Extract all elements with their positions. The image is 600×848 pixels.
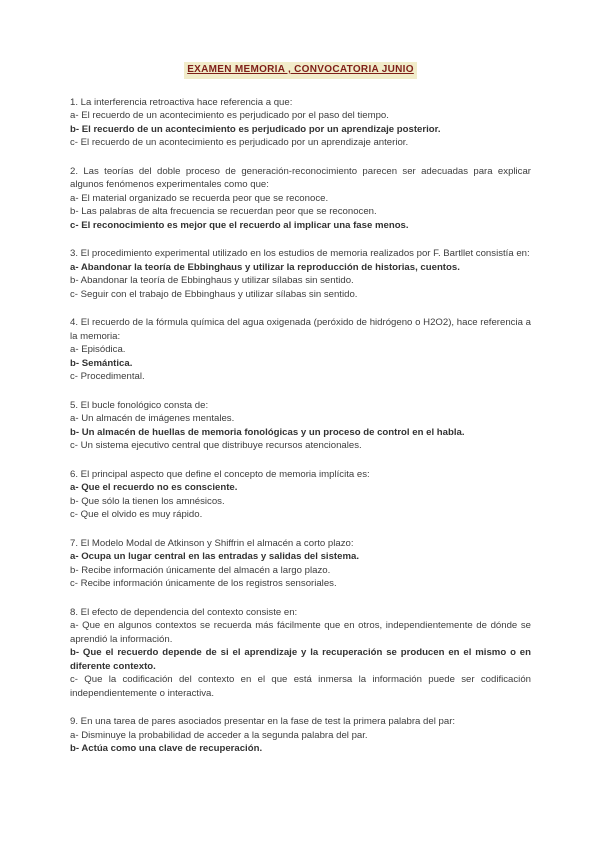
- question-block: [70, 468, 531, 522]
- title-container: [70, 62, 531, 79]
- question-block: [70, 399, 531, 453]
- answer-option-correct: b- Un almacén de huellas de memoria fonológicas y un proceso de control en el habla.: [70, 426, 465, 438]
- question-block: [70, 316, 531, 384]
- answer-option-correct: b- El recuerdo de un acontecimiento es perjudicado por un aprendizaje posterior.: [70, 123, 441, 135]
- answer-option: a- Disminuye la probabilidad de acceder a la segunda palabra del par.: [70, 729, 368, 741]
- answer-option-correct: b- Actúa como una clave de recuperación.: [70, 743, 263, 754]
- document-title: EXAMEN MEMORIA , CONVOCATORIA JUNIO: [184, 62, 417, 79]
- question-text: 3. El procedimiento experimental utilizado en los estudios de memoria realizados por F. Bartllet consistía en:: [70, 248, 530, 259]
- question-text: 9. En una tarea de pares asociados presentar en la fase de test la primera palabra del par:: [70, 716, 456, 727]
- question-block: [70, 96, 531, 150]
- answer-option: b- Que sólo la tienen los amnésicos.: [70, 495, 225, 507]
- answer-option: c- Que la codificación del contexto en el que está inmersa la información puede ser codificación independientemente o interactiva.: [70, 674, 531, 699]
- answer-option-correct: c- El reconocimiento es mejor que el recuerdo al implicar una fase menos.: [70, 219, 409, 231]
- question-block: [70, 165, 531, 233]
- answer-option: b- Abandonar la teoría de Ebbinghaus y utilizar sílabas sin sentido.: [70, 275, 354, 286]
- answer-option-correct: a- Que el recuerdo no es consciente.: [70, 482, 238, 493]
- answer-option: c- Que el olvido es muy rápido.: [70, 509, 203, 520]
- question-text: 4. El recuerdo de la fórmula química del agua oxigenada (peróxido de hidrógeno o H2O2), hace referencia a la memoria:: [70, 317, 531, 342]
- answer-option: c- Un sistema ejecutivo central que distribuye recursos atencionales.: [70, 440, 362, 451]
- questions-container: [70, 96, 531, 756]
- question-text: 2. Las teorías del doble proceso de generación-reconocimiento parecen ser adecuadas para explicar algunos fenómenos experimentales como que:: [70, 165, 531, 190]
- answer-option-correct: b- Que el recuerdo depende de si el aprendizaje y la recuperación se producen en el mismo o en diferente contexto.: [70, 647, 531, 672]
- answer-option: c- El recuerdo de un acontecimiento es perjudicado por un aprendizaje anterior.: [70, 137, 409, 148]
- answer-option: c- Procedimental.: [70, 371, 145, 382]
- answer-option: b- Recibe información únicamente del almacén a largo plazo.: [70, 564, 331, 576]
- question-block: [70, 606, 531, 701]
- answer-option: c- Recibe información únicamente de los registros sensoriales.: [70, 578, 337, 589]
- answer-option: c- Seguir con el trabajo de Ebbinghaus y utilizar sílabas sin sentido.: [70, 288, 358, 300]
- answer-option: a- Que en algunos contextos se recuerda más fácilmente que en otros, independientemente de dónde se aprendió la información.: [70, 620, 531, 645]
- answer-option: a- El recuerdo de un acontecimiento es perjudicado por el paso del tiempo.: [70, 110, 389, 121]
- question-text: 6. El principal aspecto que define el concepto de memoria implícita es:: [70, 468, 370, 480]
- answer-option-correct: a- Abandonar la teoría de Ebbinghaus y utilizar la reproducción de historias, cuentos.: [70, 261, 460, 273]
- answer-option: a- El material organizado se recuerda peor que se reconoce.: [70, 192, 329, 204]
- question-block: [70, 715, 531, 756]
- answer-option: a- Un almacén de imágenes mentales.: [70, 413, 235, 424]
- question-text: 7. El Modelo Modal de Atkinson y Shiffrin el almacén a corto plazo:: [70, 537, 354, 549]
- answer-option: b- Las palabras de alta frecuencia se recuerdan peor que se reconocen.: [70, 206, 377, 217]
- question-text: 8. El efecto de dependencia del contexto consiste en:: [70, 606, 298, 618]
- question-text: 1. La interferencia retroactiva hace referencia a que:: [70, 96, 293, 108]
- answer-option-correct: b- Semántica.: [70, 357, 133, 369]
- question-block: [70, 537, 531, 591]
- answer-option-correct: a- Ocupa un lugar central en las entradas y salidas del sistema.: [70, 551, 359, 562]
- question-text: 5. El bucle fonológico consta de:: [70, 399, 209, 411]
- question-block: [70, 247, 531, 301]
- answer-option: a- Episódica.: [70, 344, 126, 355]
